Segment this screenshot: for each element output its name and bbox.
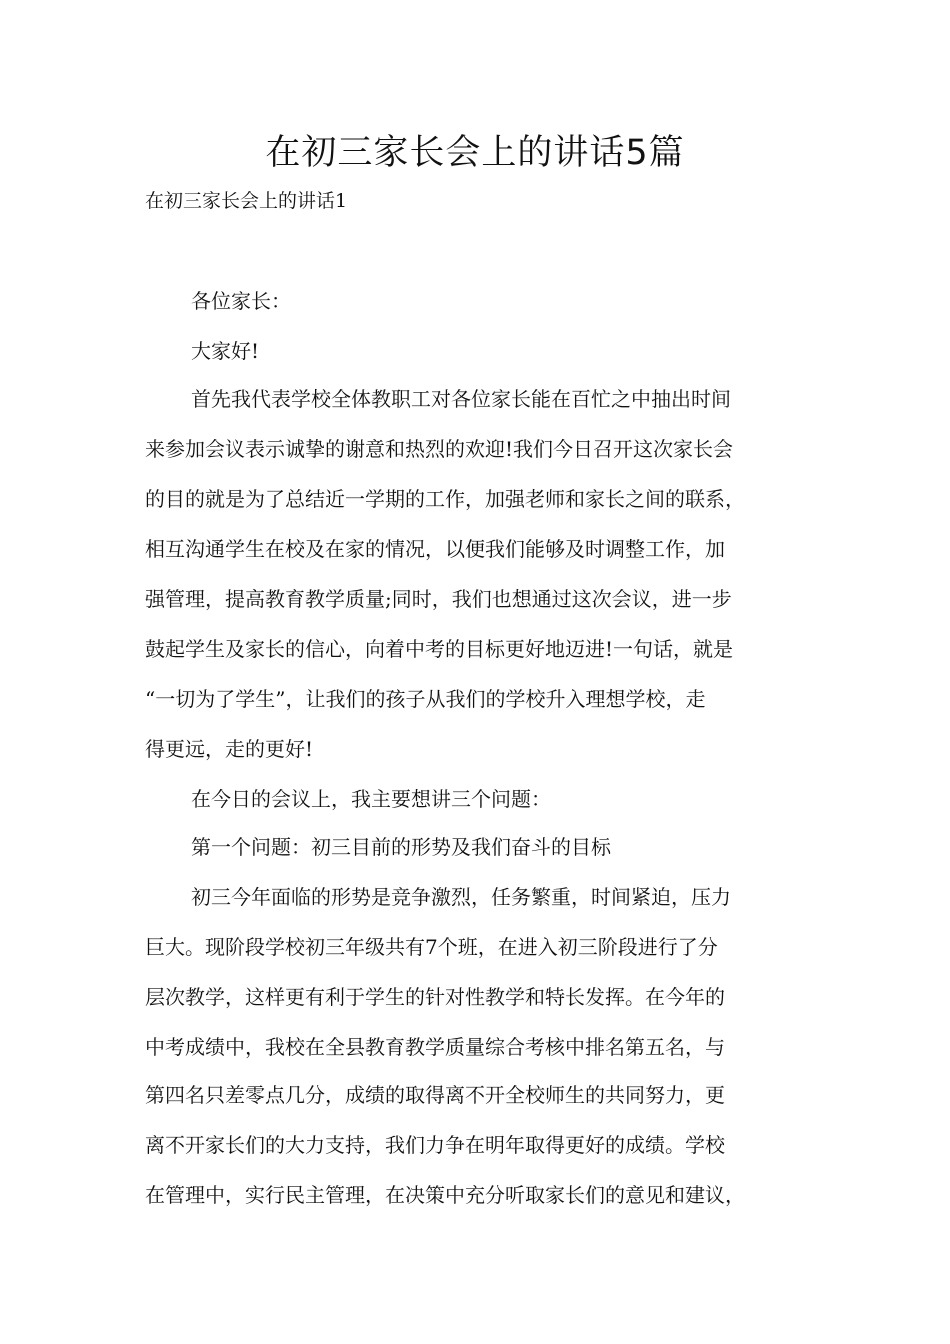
- paragraph-line: 中考成绩中，我校在全县教育教学质量综合考核中排名第五名，与: [145, 1035, 725, 1059]
- paragraph-line: 离不开家长们的大力支持，我们力争在明年取得更好的成绩。学校: [145, 1133, 725, 1157]
- paragraph-line: 巨大。现阶段学校初三年级共有7个班，在进入初三阶段进行了分: [145, 935, 718, 959]
- paragraph-line: 第四名只差零点几分，成绩的取得离不开全校师生的共同努力，更: [145, 1083, 725, 1107]
- paragraph-line: 的目的就是为了总结近一学期的工作，加强老师和家长之间的联系，: [145, 487, 745, 511]
- paragraph-line: 来参加会议表示诚挚的谢意和热烈的欢迎!我们今日召开这次家长会: [145, 437, 734, 461]
- section-heading: 第一个问题：初三目前的形势及我们奋斗的目标: [191, 835, 611, 859]
- paragraph-line: 强管理，提高教育教学质量;同时，我们也想通过这次会议，进一步: [145, 587, 732, 611]
- paragraph-line: 层次教学，这样更有利于学生的针对性教学和特长发挥。在今年的: [145, 985, 725, 1009]
- document-title: 在初三家长会上的讲话5篇: [265, 133, 685, 173]
- paragraph-line: 相互沟通学生在校及在家的情况，以便我们能够及时调整工作，加: [145, 537, 725, 561]
- section-subtitle: 在初三家长会上的讲话1: [145, 190, 348, 212]
- paragraph-line: 在管理中，实行民主管理，在决策中充分听取家长们的意见和建议，: [145, 1183, 745, 1207]
- paragraph-line: 鼓起学生及家长的信心，向着中考的目标更好地迈进!一句话，就是: [145, 637, 734, 661]
- salutation-line: 各位家长：: [191, 289, 291, 313]
- greeting-line: 大家好!: [191, 339, 260, 363]
- paragraph-line: 得更远，走的更好!: [145, 737, 314, 761]
- paragraph-line: “一切为了学生”，让我们的孩子从我们的学校升入理想学校，走: [145, 687, 706, 711]
- paragraph-line: 初三今年面临的形势是竞争激烈，任务繁重，时间紧迫，压力: [191, 885, 731, 909]
- paragraph-line: 首先我代表学校全体教职工对各位家长能在百忙之中抽出时间: [191, 387, 731, 411]
- paragraph-line: 在今日的会议上，我主要想讲三个问题：: [191, 787, 551, 811]
